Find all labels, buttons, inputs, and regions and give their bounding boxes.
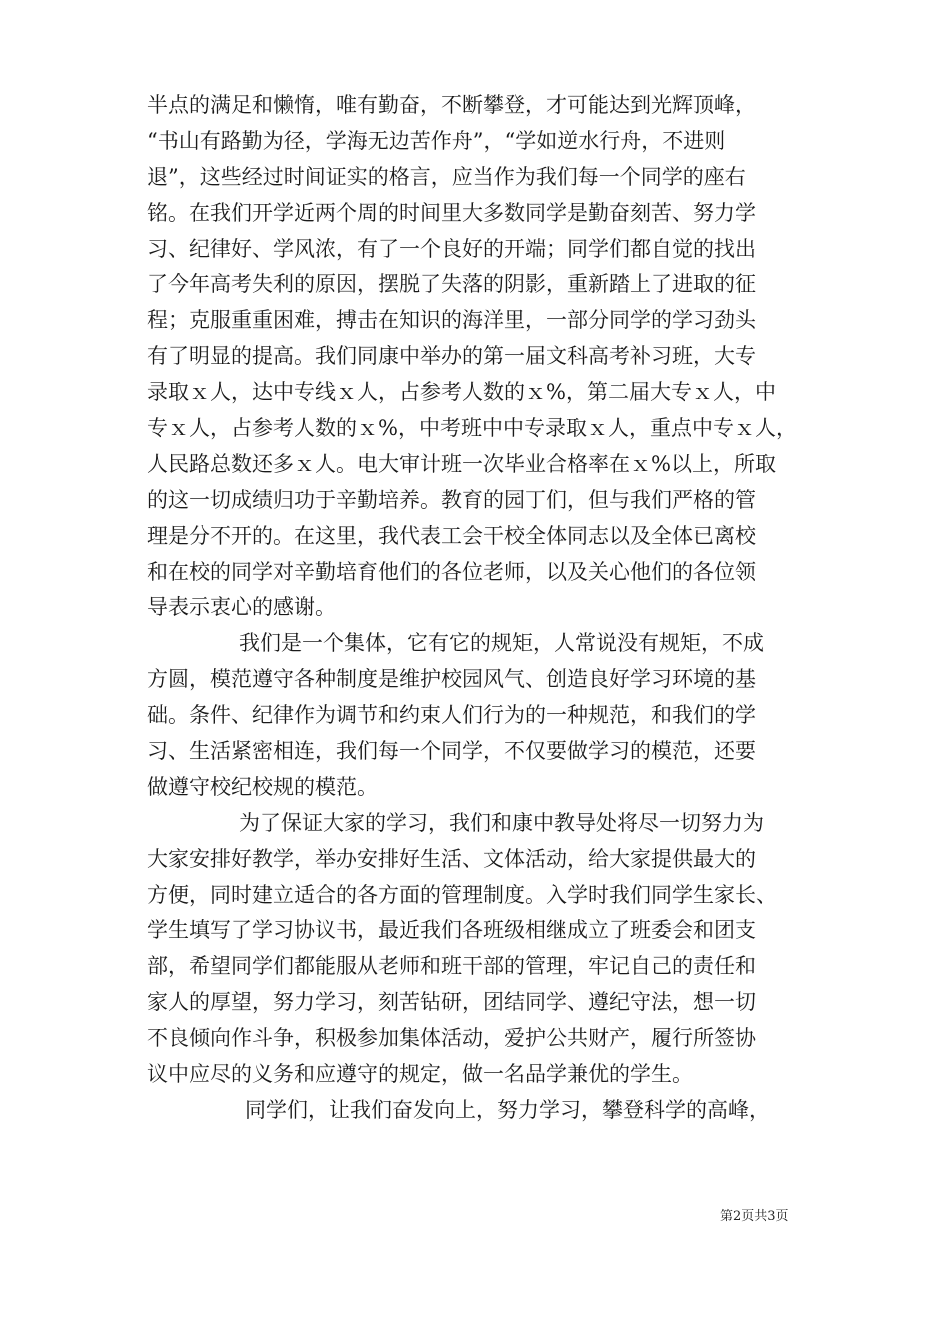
text-line: 的这一切成绩归功于辛勤培养。教育的园丁们，但与我们严格的管: [147, 487, 756, 512]
text-line: 议中应尽的义务和应遵守的规定，做一名品学兼优的学生。: [147, 1062, 693, 1087]
text-line: 半点的满足和懒惰，唯有勤奋，不断攀登，才可能达到光辉顶峰，: [147, 93, 756, 117]
text-line: 习、纪律好、学风浓，有了一个良好的开端；同学们都自觉的找出: [147, 236, 756, 261]
text-line: 做遵守校纪校规的模范。: [147, 774, 378, 799]
page-number-label: 第2页共3页: [720, 1209, 789, 1224]
text-line: 理是分不开的。在这里，我代表工会干校全体同志以及全体已离校: [147, 523, 756, 548]
text-line: 退”，这些经过时间证实的格言，应当作为我们每一个同学的座右: [147, 164, 746, 189]
paragraph-start-line: 为了保证大家的学习，我们和康中教导处将尽一切努力为: [239, 810, 764, 835]
text-line: 部，希望同学们都能服从老师和班干部的管理，牢记自己的责任和: [147, 954, 756, 979]
text-line: 家人的厚望，努力学习，刻苦钻研，团结同学、遵纪守法，想一切: [147, 990, 756, 1015]
text-line: 人民路总数还多ｘ人。电大审计班一次毕业合格率在ｘ%以上，所取: [147, 451, 776, 476]
paragraph-start-line: 我们是一个集体，它有它的规矩，人常说没有规矩，不成: [239, 631, 764, 656]
text-line: 方圆，模范遵守各种制度是维护校园风气、创造良好学习环境的基: [147, 667, 756, 692]
text-line: 专ｘ人，占参考人数的ｘ%，中考班中中专录取ｘ人，重点中专ｘ人，: [147, 416, 797, 441]
text-line: 方便，同时建立适合的各方面的管理制度。入学时我们同学生家长、: [147, 882, 777, 907]
paragraph-start-line: 同学们，让我们奋发向上，努力学习，攀登科学的高峰，: [245, 1097, 770, 1122]
text-line: 习、生活紧密相连，我们每一个同学，不仅要做学习的模范，还要: [147, 739, 756, 764]
text-line: 有了明显的提高。我们同康中举办的第一届文科高考补习班，大专: [147, 344, 756, 369]
text-line: “书山有路勤为径，学海无边苦作舟”，“学如逆水行舟，不进则: [147, 128, 726, 153]
text-line: 录取ｘ人，达中专线ｘ人，占参考人数的ｘ%，第二届大专ｘ人，中: [147, 380, 776, 405]
text-line: 不良倾向作斗争，积极参加集体活动，爱护公共财产，履行所签协: [147, 1026, 756, 1051]
text-line: 铭。在我们开学近两个周的时间里大多数同学是勤奋刻苦、努力学: [147, 200, 756, 225]
text-line: 和在校的同学对辛勤培育他们的各位老师，以及关心他们的各位领: [147, 559, 756, 584]
text-line: 学生填写了学习协议书，最近我们各班级相继成立了班委会和团支: [147, 918, 756, 943]
text-line: 础。条件、纪律作为调节和约束人们行为的一种规范，和我们的学: [147, 703, 756, 728]
text-line: 了今年高考失利的原因，摆脱了失落的阴影，重新踏上了进取的征: [147, 272, 756, 297]
body-text: [147, 88, 807, 1129]
text-line: 大家安排好教学，举办安排好生活、文体活动，给大家提供最大的: [147, 846, 756, 871]
text-line: 导表示衷心的感谢。: [147, 595, 336, 620]
text-line: 程；克服重重困难，搏击在知识的海洋里，一部分同学的学习劲头: [147, 308, 756, 333]
